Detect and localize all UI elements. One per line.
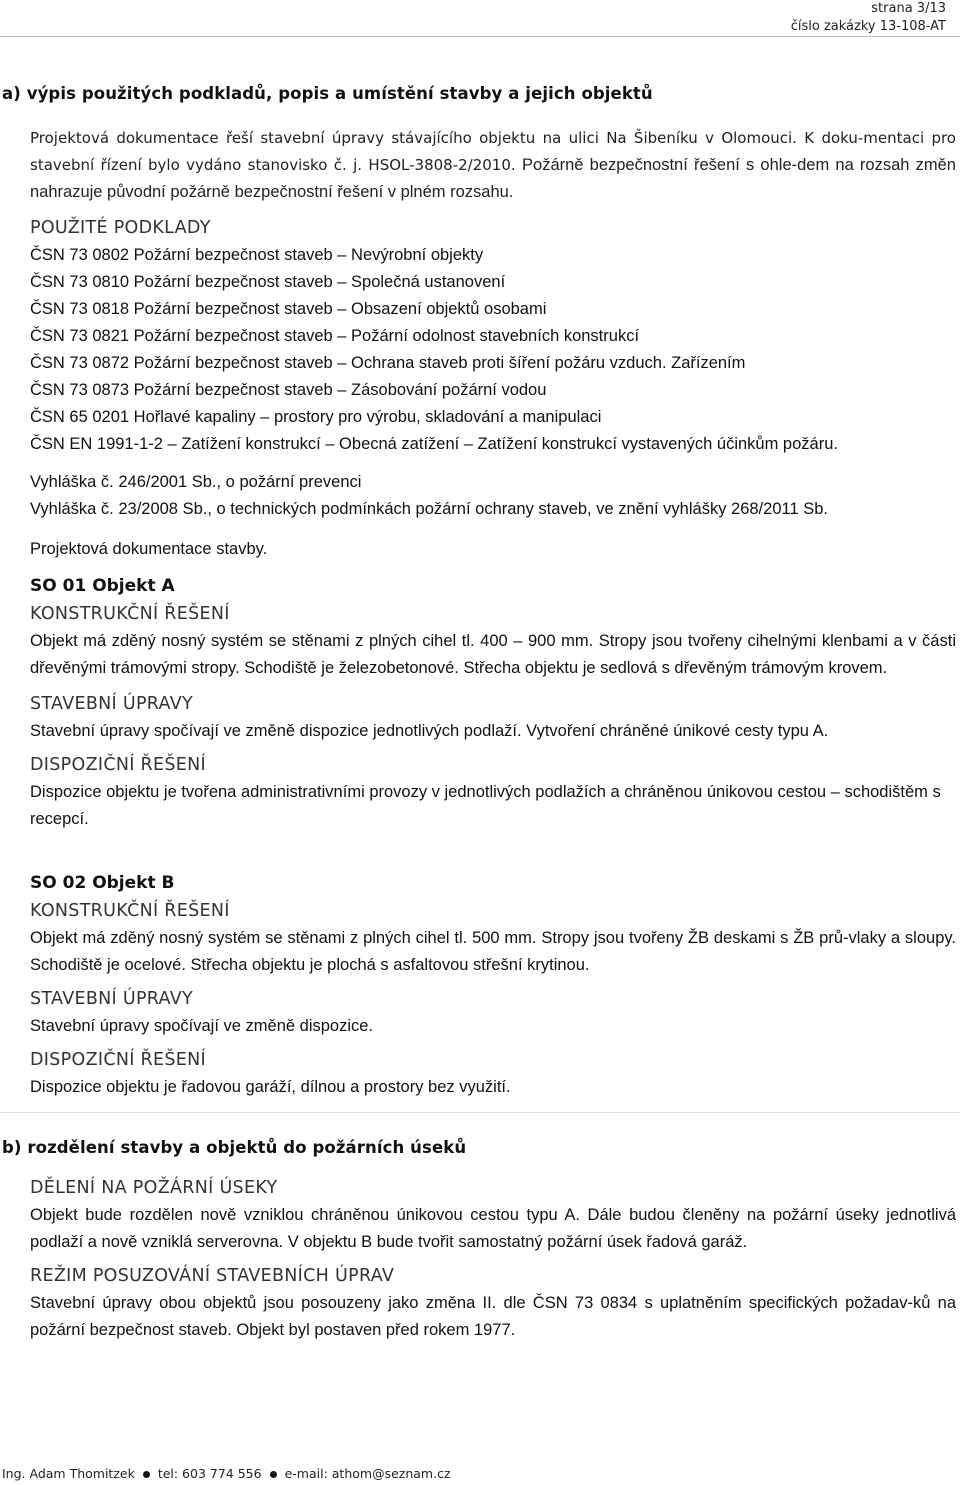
section-divider: [0, 1112, 960, 1113]
sources-title: POUŽITÉ PODKLADY: [30, 218, 211, 238]
project-doc-text: Projektová dokumentace stavby.: [30, 540, 268, 558]
decree-item: Vyhláška č. 23/2008 Sb., o technických podmínkách požární ochrany staveb, ve znění vyhlášky 268/2011 Sb.: [30, 500, 828, 518]
author-email: e-mail: athom@seznam.cz: [284, 1466, 451, 1481]
so02-block: [30, 869, 956, 1101]
decree-item: Vyhláška č. 246/2001 Sb., o požární prevenci: [30, 473, 362, 491]
page-footer: [2, 1466, 451, 1481]
source-item: ČSN EN 1991-1-2 – Zatížení konstrukcí – Obecná zatížení – Zatížení konstrukcí vystavených účinkům požáru.: [30, 435, 838, 453]
so02-title: SO 02 Objekt B: [30, 873, 175, 893]
so02-construction-text: Objekt má zděný nosný systém se stěnami z plných cihel tl. 500 mm. Stropy jsou tvořeny ŽB deskami s ŽB prů-vlaky a sloupy. Schodiště je ocelové. Střecha objektu je plochá s asfaltovou střešní krytinou.: [30, 929, 956, 974]
so01-construction-text: Objekt má zděný nosný systém se stěnami z plných cihel tl. 400 – 900 mm. Stropy jsou tvořeny cihelnými klenbami a v části dřevěnými trámovými stropy. Schodiště je železobetonové. Střecha objektu je sedlová s dřevěným trámovým krovem.: [30, 632, 956, 677]
division-text: Objekt bude rozdělen nově vzniklou chráněnou únikovou cestou typu A. Dále budou členěny na požární úseky jednotlivá podlaží a nově vzniklá serverovna. V objektu B bude tvořit samostatný požární úsek řadová garáž.: [30, 1206, 956, 1251]
intro-paragraph: [30, 125, 956, 206]
so01-construction-title: KONSTRUKČNÍ ŘEŠENÍ: [30, 604, 230, 624]
decrees-block: [30, 469, 956, 523]
so01-layout-text: Dispozice objektu je tvořena administrativními provozy v jednotlivých podlažích a chráněnou únikovou cestou – schodištěm s recepcí.: [30, 783, 941, 828]
regime-text: Stavební úpravy obou objektů jsou posouzeny jako změna II. dle ČSN 73 0834 s uplatněním specifických požadav-ků na požární bezpečnost staveb. Objekt byl postaven před rokem 1977.: [30, 1294, 956, 1339]
section-b-title: b) rozdělení stavby a objektů do požárních úseků: [2, 1138, 467, 1157]
page-header: [791, 0, 946, 36]
source-item: ČSN 65 0201 Hořlavé kapaliny – prostory pro výrobu, skladování a manipulaci: [30, 408, 602, 426]
source-item: ČSN 73 0810 Požární bezpečnost staveb – Společná ustanovení: [30, 273, 506, 291]
so02-layout-title: DISPOZIČNÍ ŘEŠENÍ: [30, 1050, 206, 1070]
so01-layout-title: DISPOZIČNÍ ŘEŠENÍ: [30, 755, 206, 775]
regime-title: REŽIM POSUZOVÁNÍ STAVEBNÍCH ÚPRAV: [30, 1266, 395, 1286]
source-item: ČSN 73 0818 Požární bezpečnost staveb – Obsazení objektů osobami: [30, 300, 547, 318]
so01-title: SO 01 Objekt A: [30, 576, 175, 596]
section-b-body: [30, 1174, 956, 1344]
so02-construction-title: KONSTRUKČNÍ ŘEŠENÍ: [30, 901, 230, 921]
intro-text-1: Projektová dokumentace řeší stavební úpravy stávajícího objektu na ulici Na Šibeníku v Olomouci. K doku-mentaci pro stavební řízení bylo vydáno stanovisko č. j. HSOL-3808-2/2010.: [30, 129, 956, 174]
author-name: Ing. Adam Thomitzek: [2, 1466, 135, 1481]
so01-works-text: Stavební úpravy spočívají ve změně dispozice jednotlivých podlaží. Vytvoření chráněné únikové cesty typu A.: [30, 722, 829, 740]
source-item: ČSN 73 0821 Požární bezpečnost staveb – Požární odolnost stavebních konstrukcí: [30, 327, 640, 345]
sources-block: [30, 214, 956, 458]
so01-block: [30, 572, 956, 833]
intro-text-2: Požárně bezpečnostní řešení s ohle-dem na rozsah změn nahrazuje původní požárně bezpečnostní řešení v plném rozsahu.: [30, 156, 956, 201]
source-item: ČSN 73 0873 Požární bezpečnost staveb – Zásobování požární vodou: [30, 381, 547, 399]
section-a-title: a) výpis použitých podkladů, popis a umístění stavby a jejich objektů: [2, 84, 653, 103]
so01-works-title: STAVEBNÍ ÚPRAVY: [30, 694, 193, 714]
so02-works-text: Stavební úpravy spočívají ve změně dispozice.: [30, 1017, 374, 1035]
source-item: ČSN 73 0802 Požární bezpečnost staveb – Nevýrobní objekty: [30, 246, 484, 264]
division-title: DĚLENÍ NA POŽÁRNÍ ÚSEKY: [30, 1178, 278, 1198]
source-item: ČSN 73 0872 Požární bezpečnost staveb – Ochrana staveb proti šíření požáru vzduch. Zařízením: [30, 354, 746, 372]
bullet-icon: [143, 1471, 150, 1478]
bullet-icon: [270, 1471, 277, 1478]
project-doc: [30, 536, 956, 563]
order-number: číslo zakázky 13-108-AT: [790, 19, 946, 34]
author-phone: tel: 603 774 556: [157, 1466, 262, 1481]
section-a-body: [30, 125, 956, 206]
header-rule: [0, 36, 960, 37]
so02-works-title: STAVEBNÍ ÚPRAVY: [30, 989, 193, 1009]
page-number: strana 3/13: [871, 1, 946, 16]
so02-layout-text: Dispozice objektu je řadovou garáží, dílnou a prostory bez využití.: [30, 1078, 511, 1096]
